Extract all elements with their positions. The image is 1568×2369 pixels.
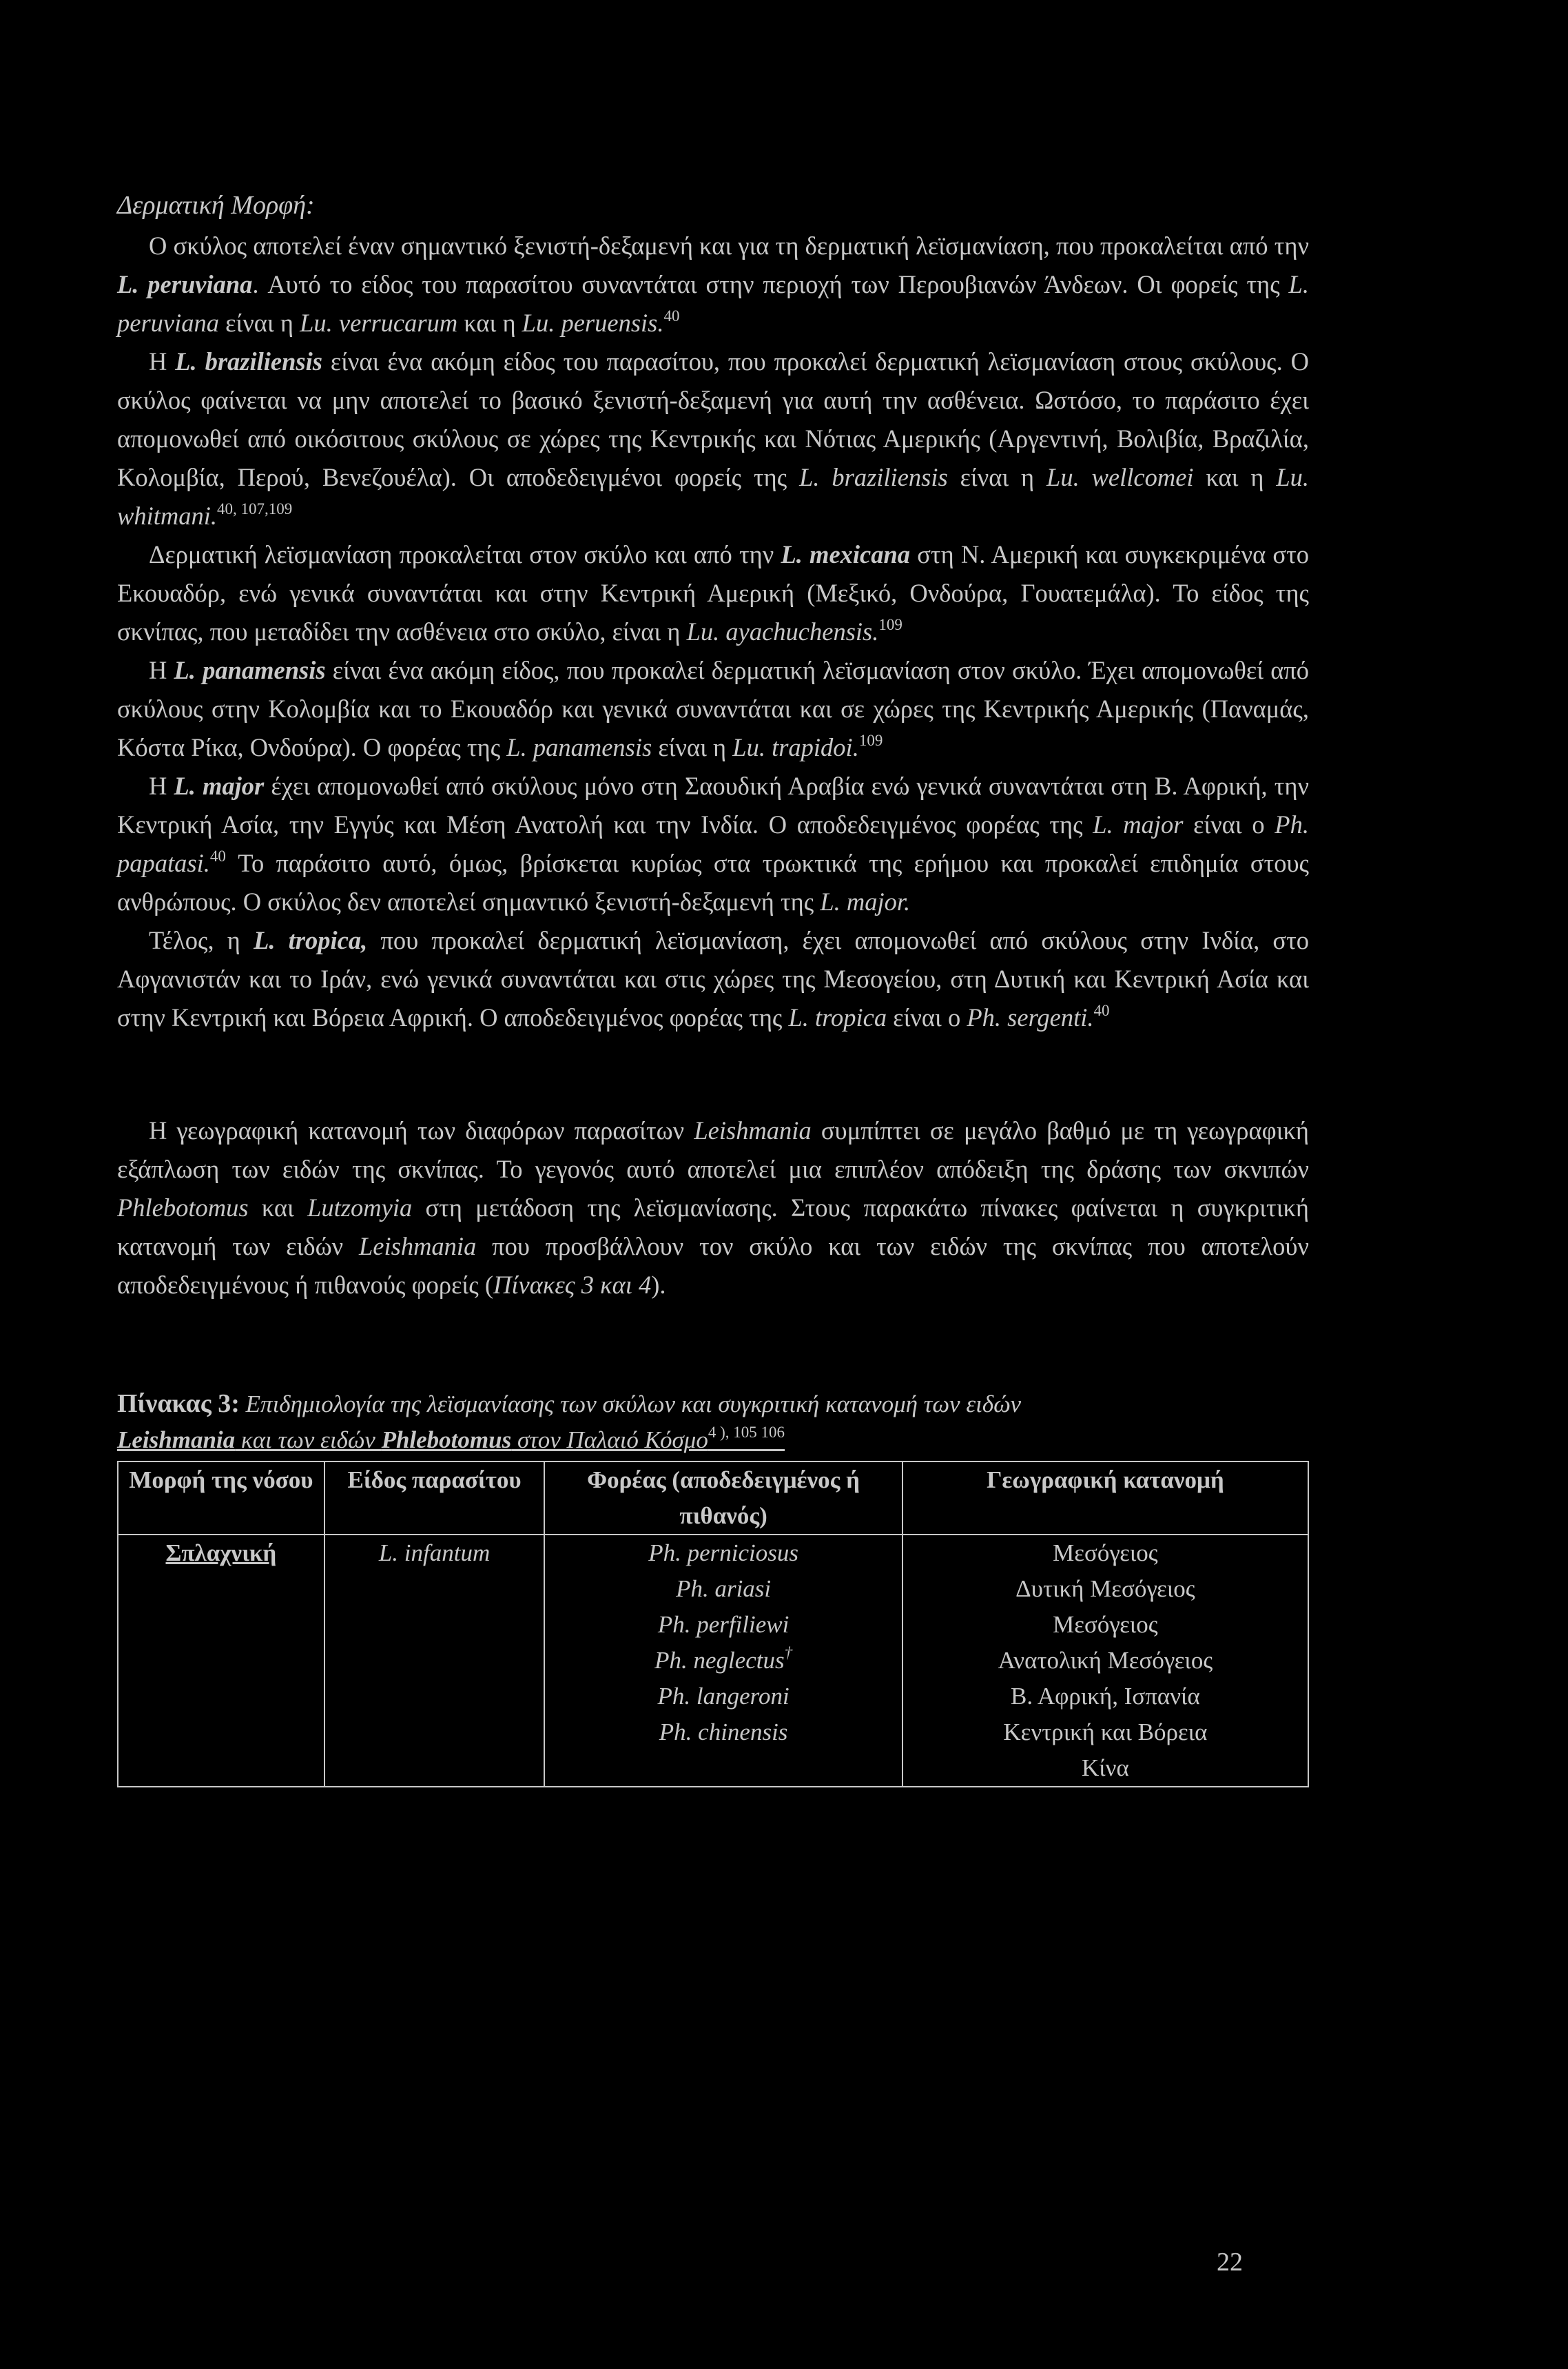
distribution-region: Κεντρική και Βόρεια	[1003, 1719, 1208, 1745]
species-name-bold: L. panamensis	[174, 656, 326, 684]
italic-term: L. panamensis	[506, 733, 652, 761]
distribution-region: Κίνα	[1081, 1754, 1129, 1781]
header-vector: Φορέας (αποδεδειγμένος ή πιθανός)	[544, 1462, 902, 1535]
paragraph	[117, 342, 1309, 535]
table-caption-line-1	[117, 1386, 1309, 1422]
text-run: συμπίπτει σε μεγάλο βαθμό με τη γεωγραφική εξάπλωση των ειδών της σκνίπας. Το γεγονός αυτό αποτελεί μια επιπλέον απόδειξη της δράσης των σκνιπών	[117, 1116, 1310, 1183]
text-run: και η	[457, 309, 522, 337]
italic-term: Lu. verrucarum	[300, 309, 458, 337]
italic-term: στον Παλαιό Κόσμο	[511, 1426, 708, 1453]
vector-species	[550, 1535, 896, 1571]
italic-term: Phlebotomus	[117, 1193, 249, 1222]
text-run: είναι ένα ακόμη είδος του παρασίτου, που προκαλεί δερματική λεϊσμανίαση στους σκύλους. Ο σκύλος φαίνεται να μην αποτελεί το βασικό ξενιστή-δεξαμενή για αυτή την ασθένεια. Ωστόσο, το παράσιτο έχει απομονωθεί από οικόσιτους σκύλους σε χώρες της Κεντρικής και Νότιας Αμερικής (Αργεντινή, Βολιβία, Βραζιλία, Κολομβία, Περού, Βενεζουέλα). Οι αποδεδειγμένοι φορείς της	[117, 347, 1310, 491]
body-text	[117, 227, 1309, 1304]
text-run: ).	[651, 1271, 666, 1299]
text-run: στη μετάδοση της λεϊσμανίασης. Στους παρακάτω πίνακες φαίνεται η συγκριτική κατανομή των ειδών	[117, 1193, 1309, 1260]
italic-term: Lu. ayachuchensis.	[686, 617, 879, 646]
cell-distribution	[902, 1535, 1308, 1787]
paragraph	[117, 227, 1309, 342]
italic-term: Lu. whitmani.	[117, 463, 1309, 530]
distribution-region: Μεσόγειος	[1053, 1611, 1158, 1638]
cell-vectors	[544, 1535, 902, 1787]
cell-disease-form: Σπλαχνική	[118, 1535, 324, 1787]
text-run: είναι ένα ακόμη είδος, που προκαλεί δερματική λεϊσμανίαση στον σκύλο. Έχει απομονωθεί από σκύλους στην Κολομβία και το Εκουαδόρ και γενικά συναντάται και σε χώρες της Κεντρικής Αμερικής (Παναμάς, Κόστα Ρίκα, Ονδούρα). Ο φορέας της	[117, 656, 1309, 761]
species-name-bold: L. braziliensis	[175, 347, 322, 376]
text-run: που προκαλεί δερματική λεϊσμανίαση, έχει απομονωθεί από σκύλους στην Ινδία, στο Αφγανιστάν και το Ιράν, ενώ γενικά συναντάται και στις χώρες της Μεσογείου, στη Δυτική και Κεντρική Ασία και στην Κεντρική και Βόρεια Αφρική. Ο αποδεδειγμένος φορέας της	[117, 926, 1310, 1032]
distribution-region: Μεσόγειος	[1053, 1539, 1158, 1566]
italic-term: Ph. sergenti.	[967, 1003, 1094, 1032]
paragraph	[117, 1111, 1309, 1304]
distribution-region: Β. Αφρική, Ισπανία	[1010, 1683, 1200, 1710]
vector-name: Ph. neglectus	[654, 1647, 785, 1674]
page-content	[117, 186, 1309, 1787]
italic-term: L. braziliensis	[799, 463, 948, 491]
citation-superscript: 109	[858, 732, 883, 749]
table-caption-line-2	[117, 1422, 1309, 1458]
vector-name: Ph. chinensis	[659, 1719, 788, 1745]
text-run: είναι η	[947, 463, 1047, 491]
species-name-bold: Leishmania	[117, 1426, 236, 1453]
italic-term: Lu. trapidoi.	[732, 733, 859, 761]
distribution-region: Ανατολική Μεσόγειος	[998, 1647, 1213, 1674]
dagger-mark: †	[784, 1644, 793, 1661]
vector-name: Ph. ariasi	[676, 1575, 772, 1602]
vector-species	[550, 1643, 896, 1679]
text-run: είναι η	[219, 309, 300, 337]
citation-superscript: 4 ), 105 106	[708, 1424, 785, 1441]
text-run: Ο σκύλος αποτελεί έναν σημαντικό ξενιστή-δεξαμενή και για τη δερματική λεϊσμανίαση, που προκαλείται από την	[149, 232, 1309, 260]
italic-term: Lu. peruensis.	[522, 309, 664, 337]
table-caption-text: Επιδημιολογία της λεϊσμανίασης των σκύλων και συγκριτική κατανομή των ειδών	[245, 1391, 1022, 1417]
section-heading: Δερματική Μορφή:	[117, 191, 315, 220]
table-header-row	[118, 1462, 1308, 1535]
distribution-region: Δυτική Μεσόγειος	[1015, 1575, 1195, 1602]
table-caption	[117, 1386, 1309, 1458]
italic-term: Πίνακες 3 και 4	[493, 1271, 652, 1299]
italic-term: L. peruviana	[117, 270, 1309, 337]
text-run: Τέλος, η	[149, 926, 254, 954]
vector-name: Ph. langeroni	[657, 1683, 790, 1710]
species-name-bold: L. mexicana	[781, 540, 911, 568]
text-run: είναι ο	[887, 1003, 967, 1032]
citation-superscript: 40, 107,109	[217, 500, 293, 517]
text-run: και	[248, 1193, 308, 1222]
text-run: που προσβάλλουν τον σκύλο και των ειδών της σκνίπας που αποτελούν αποδεδειγμένους ή πιθανούς φορείς (	[117, 1232, 1309, 1299]
italic-term: Ph. papatasi.	[117, 810, 1309, 877]
species-name-bold: L. major	[174, 772, 265, 800]
paragraph	[117, 921, 1309, 1037]
header-parasite-species: Είδος παρασίτου	[324, 1462, 545, 1535]
paragraph	[117, 767, 1309, 921]
species-name-bold: L. peruviana	[117, 270, 253, 298]
vector-name: Ph. perfiliewi	[657, 1611, 790, 1638]
citation-superscript: 40	[663, 307, 680, 325]
citation-superscript: 109	[878, 616, 902, 633]
cell-parasite: L. infantum	[324, 1535, 545, 1787]
vector-name: Ph. perniciosus	[648, 1539, 798, 1566]
italic-term: L. major	[1093, 810, 1184, 839]
italic-term: L. major.	[820, 888, 911, 916]
text-run: Η γεωγραφική κατανομή των διαφόρων παρασίτων	[149, 1116, 694, 1145]
vector-species	[550, 1571, 896, 1607]
table-row	[118, 1535, 1308, 1787]
citation-superscript: 40	[1093, 1002, 1110, 1019]
italic-term: L. tropica	[788, 1003, 887, 1032]
italic-term: Leishmania	[358, 1232, 477, 1260]
italic-term: Lu. wellcomei	[1046, 463, 1194, 491]
text-run: έχει απομονωθεί από σκύλους μόνο στη Σαουδική Αραβία ενώ γενικά συναντάται στη Β. Αφρική, την Κεντρική Ασία, την Εγγύς και Μέση Ανατολή και την Ινδία. Ο αποδεδειγμένος φορέας της	[117, 772, 1309, 839]
text-run: Δερματική λεϊσμανίαση προκαλείται στον σκύλο και από την	[149, 540, 781, 568]
header-geographic-distribution: Γεωγραφική κατανομή	[902, 1462, 1308, 1535]
paragraph	[117, 651, 1309, 767]
species-name-bold: Phlebotomus	[381, 1426, 512, 1453]
header-disease-form: Μορφή της νόσου	[118, 1462, 324, 1535]
table-label: Πίνακας 3:	[117, 1389, 240, 1418]
citation-superscript: 40	[209, 848, 226, 865]
text-run: Η	[149, 347, 176, 376]
vector-species	[550, 1714, 896, 1750]
text-run: είναι η	[652, 733, 733, 761]
text-run: και η	[1193, 463, 1277, 491]
italic-term: και των ειδών	[235, 1426, 382, 1453]
vector-species	[550, 1607, 896, 1643]
paragraph	[117, 535, 1309, 651]
text-run: . Αυτό το είδος του παρασίτου συναντάται στην περιοχή των Περουβιανών Άνδεων. Οι φορείς της	[252, 270, 1289, 298]
vector-species	[550, 1679, 896, 1714]
text-run: Το παράσιτο αυτό, όμως, βρίσκεται κυρίως στα τρωκτικά της ερήμου και προκαλεί επιδημία στους ανθρώπους. Ο σκύλος δεν αποτελεί σημαντικό ξενιστή-δεξαμενή της	[117, 849, 1309, 916]
italic-term: Lutzomyia	[307, 1193, 413, 1222]
text-run: Η	[149, 656, 174, 684]
text-run: είναι ο	[1183, 810, 1275, 839]
species-name-bold: L. tropica,	[254, 926, 368, 954]
text-run: στη Ν. Αμερική και συγκεκριμένα στο Εκουαδόρ, ενώ γενικά συναντάται και στην Κεντρική Αμερική (Μεξικό, Ονδούρα, Γουατεμάλα). Το είδος της σκνίπας, που μεταδίδει την ασθένεια στο σκύλο, είναι η	[117, 540, 1310, 646]
epidemiology-table	[117, 1461, 1309, 1787]
italic-term: Leishmania	[694, 1116, 812, 1145]
page-number: 22	[1217, 2248, 1243, 2277]
text-run: Η	[149, 772, 174, 800]
